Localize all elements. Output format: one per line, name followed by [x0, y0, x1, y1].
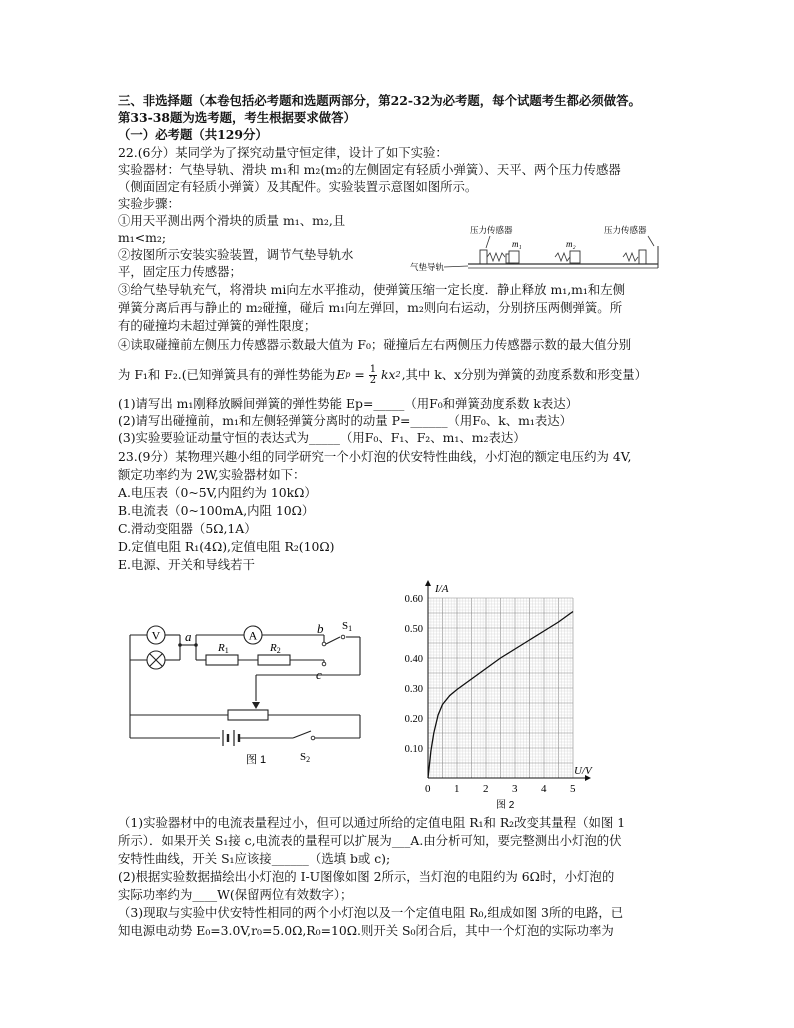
node-a-dot — [178, 643, 182, 647]
q22-step3-end: 有的碰撞均未超过弹簧的弹性限度； — [118, 318, 317, 333]
q23-intro-cont: 额定功率约为 2W,实验器材如下： — [118, 467, 306, 482]
q22-equipment: 实验器材：气垫导轨、滑块 m₁和 m₂(m₂的左侧固定有轻质小弹簧）、天平、两个压力传感器 — [118, 162, 621, 177]
sensor-right — [639, 250, 646, 264]
q22-intro: 22.(6分）某同学为了探究动量守恒定律，设计了如下实验： — [118, 145, 448, 160]
air-track-leader — [444, 266, 468, 267]
rheostat — [228, 710, 268, 720]
x-tick-label: 0 — [425, 783, 431, 795]
q23-item-c: C.滑动变阻器（5Ω,1A） — [118, 521, 257, 536]
node-c — [322, 662, 326, 666]
node-branch-dot — [194, 643, 198, 647]
subheading: （一）必考题（共129分） — [118, 127, 268, 142]
x-tick-label: 4 — [541, 783, 547, 795]
q22-steps-title: 实验步骤： — [118, 196, 180, 211]
q22-step1-cont: m₁<m₂; — [118, 230, 166, 245]
q22-equipment-cont: （侧面固定有轻质小弹簧）及其配件。实验装置示意图如图所示。 — [118, 179, 478, 194]
q22-question-3: (3)实验要验证动量守恒的表达式为_____（用F₀、F₁、F₂、m₁、m₂表达） — [118, 430, 526, 445]
x-tick-label: 2 — [483, 783, 489, 795]
switch-s2-blade — [293, 731, 311, 738]
q22-step2-cont: 平，固定压力传感器； — [118, 264, 242, 279]
x-tick-label: 5 — [570, 783, 576, 795]
figure-1-caption: 图 1 — [246, 754, 267, 766]
y-tick-label: 0.20 — [404, 714, 423, 725]
y-tick-label: 0.10 — [404, 744, 423, 755]
q23-item-e: E.电源、开关和导线若干 — [118, 557, 255, 572]
node-b-label: b — [317, 621, 324, 636]
y-tick-label: 0.30 — [404, 684, 423, 695]
r1-label: R1 — [218, 642, 229, 655]
y-tick-label: 0.40 — [404, 654, 423, 665]
spring-right — [623, 253, 638, 261]
circuit-figure-1 — [128, 615, 368, 780]
q22-question-2: (2)请写出碰撞前，m₁和左侧轻弹簧分离时的动量 P=______（用F₀、k、m₁表达） — [118, 413, 573, 428]
voltmeter-label: V — [151, 628, 161, 643]
q23-part1-end: 安特性曲线，开关 S₁应该接______（选填 b或 c); — [118, 851, 391, 866]
node-b — [322, 642, 326, 646]
spring-m2 — [555, 253, 570, 261]
slider-m1 — [509, 251, 519, 263]
air-track-figure — [408, 220, 668, 280]
sensor-left-leader — [486, 236, 490, 248]
section-heading-cont: 第33-38题为选考题，考生根据要求做答） — [118, 110, 356, 125]
switch-s1-pivot — [341, 635, 345, 639]
air-track-label: 气垫导轨 — [410, 262, 445, 272]
sensor-right-label: 压力传感器 — [604, 225, 647, 235]
q23-part3: （3)现取与实验中伏安特性相同的两个小灯泡以及一个定值电阻 R₀,组成如图 3所的电路，已 — [118, 905, 624, 920]
chart-ticks — [405, 594, 576, 795]
q22-step2: ②按图所示安装实验装置，调节气垫导轨水 — [118, 247, 354, 262]
q23-part2-cont: 实际功率约为____W(保留两位有效数字）； — [118, 887, 353, 902]
switch-s1-label: S1 — [342, 620, 353, 633]
q23-part3-cont: 知电源电动势 E₀=3.0V,r₀=5.0Ω,R₀=10Ω.则开关 S₀闭合后，其中一个灯泡的实际功率为 — [118, 923, 614, 938]
y-axis-arrow — [425, 580, 431, 586]
q22-question-1: (1)请写出 m₁刚释放瞬间弹簧的弹性势能 Ep=_____（用F₀和弹簧劲度系数 k表达） — [118, 396, 579, 411]
q23-part2: (2)根据实验数据描绘出小灯泡的 I-U图像如图 2所示，当灯泡的电阻约为 6Ω时，小灯泡的 — [118, 869, 615, 884]
resistor-r2 — [258, 655, 290, 665]
elastic-energy-formula: E p = 1 2 kx 2 — [336, 363, 401, 386]
switch-s1-blade — [324, 637, 340, 645]
ammeter-label: A — [248, 628, 258, 643]
q23-part1-cont: 所示）．如果开关 S₁接 c,电流表的量程可以扩展为___A.由分析可知，要完整测出小灯泡的伏 — [118, 833, 622, 848]
sensor-left-label: 压力传感器 — [470, 225, 513, 235]
q22-step3-cont: 弹簧分离后再与静止的 m₂碰撞，碰后 m₁向左弹回，m₂则向右运动，分别挤压两侧弹簧。所 — [118, 300, 623, 315]
y-axis-label: I/A — [435, 583, 449, 595]
x-axis-label: U/V — [574, 765, 592, 777]
q23-item-d: D.定值电阻 R₁(4Ω),定值电阻 R₂(10Ω) — [118, 539, 335, 554]
sensor-right-leader — [648, 236, 654, 246]
slider-m2 — [570, 251, 580, 263]
node-c-label: c — [316, 667, 322, 682]
q22-step4: ④读取碰撞前左侧压力传感器示数最大值为 F₀；碰撞后左右两侧压力传感器示数的最大值分别 — [118, 337, 632, 352]
spring-left — [487, 253, 505, 261]
x-tick-label: 1 — [454, 783, 460, 795]
resistor-r1 — [206, 655, 238, 665]
q23-item-b: B.电流表（0~100mA,内阻 10Ω） — [118, 503, 315, 518]
rheostat-slider-arrow — [252, 702, 260, 709]
x-tick-label: 3 — [512, 783, 518, 795]
q22-step4-cont — [118, 362, 647, 388]
switch-s2-pivot — [311, 736, 315, 740]
switch-s2-label: S2 — [300, 751, 311, 764]
section-heading: 三、非选择题（本卷包括必考题和选题两部分，第22-32为必考题，每个试题考生都必须做答。 — [118, 93, 641, 108]
q23-item-a: A.电压表（0~5V,内阻约为 10kΩ） — [118, 485, 317, 500]
figure-2-caption: 图 2 — [496, 800, 515, 810]
sensor-left — [480, 250, 487, 264]
iu-chart — [390, 578, 595, 810]
q23-part1: （1)实验器材中的电流表量程过小，但可以通过所给的定值电阻 R₁和 R₂改变其量程（如图 1 — [118, 815, 626, 830]
r2-label: R2 — [270, 642, 281, 655]
q22-step3: ③给气垫导轨充气，将滑块 mi向左水平推动，使弹簧压缩一定长度．静止释放 m₁,m₁和左侧 — [118, 282, 626, 297]
q22-step4-post: ,其中 k、x分别为弹簧的劲度系数和形变量） — [401, 367, 647, 382]
m1-label: m₁ — [512, 239, 522, 249]
chart-grid — [428, 598, 573, 778]
y-tick-label: 0.60 — [404, 594, 423, 605]
q22-step4-pre: 为 F₁和 F₂.(已知弹簧具有的弹性势能为 — [118, 367, 336, 382]
node-a-label: a — [185, 629, 192, 644]
q22-step1: ①用天平测出两个滑块的质量 m₁、m₂,且 — [118, 213, 346, 228]
m2-label: m₂ — [566, 239, 576, 249]
q23-intro: 23.(9分）某物理兴趣小组的同学研究一个小灯泡的伏安特性曲线，小灯泡的额定电压约为 4V, — [118, 449, 632, 464]
y-tick-label: 0.50 — [404, 624, 423, 635]
